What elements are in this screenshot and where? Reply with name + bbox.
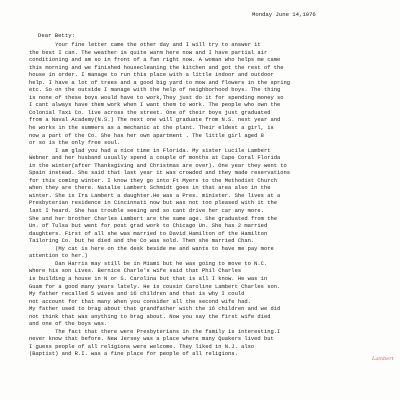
letter-line: I cant always have them work when I want them to work. The people who own the	[29, 101, 281, 109]
letter-line: the best I can. The weather is quite warm here now and I have partial air	[29, 48, 268, 56]
letter-line: conditioning and am so in front of a fan right now. A woman who helps me came	[29, 56, 281, 64]
letter-line: he works in the summers as a mechanic at the plant. Their eldest a girl, is	[29, 124, 274, 132]
letter-line: now a part of the Co. She has her own apartment . The little girl aged 8	[29, 131, 264, 139]
letter-line: etc. So on the outside I manage with the help of neighborhood boys. The thing	[29, 86, 281, 94]
letter-line: when they are there. Natalie Lambert Schmidt goes in that area also in the	[29, 184, 271, 192]
letter-date: Monday June 14,1976	[252, 11, 316, 18]
letter-line: house in order. I manage to run this place with a little indoor and outdoor	[29, 71, 274, 79]
letter-line: and one of the boys was.	[29, 320, 108, 328]
letter-line: Tailoring Co. but he died and the Co was sold. Then she married Chan.	[29, 237, 255, 245]
letter-line: My father recalled 5 wives and 16 children and that is why I could	[29, 290, 245, 298]
letter-line: She and her brother Charles Lambert are the same age. She graduated from the	[29, 214, 277, 222]
letter-salutation: Dear Betty:	[38, 32, 75, 39]
letter-line: or so is the only free soul.	[29, 139, 121, 147]
letter-line: Dan Harris may still be in Miami but he was going to move to N.C.	[29, 259, 268, 267]
letter-line: (Baptist) and R.I. was a fine place for people of all religions.	[29, 350, 238, 358]
letter-line: Presbyterian residence in Cincinnati now but was not too pleased with it the	[29, 199, 277, 207]
letter-line: Un. of Tulsa but went for post grad work to Chicago Un. She has 2 married	[29, 222, 268, 230]
letter-line: Spain instead. She said that last year it was crowded and they made reservations	[29, 169, 291, 177]
letter-line: My father used to brag about that grandfather with the 16 children and we did	[29, 305, 281, 313]
letter-line: I am glad you had a nice time in Florida. My sister Lucile Lambert	[29, 146, 271, 154]
letter-line: daughters. First of all she was married to David Hamilton of the Hamilton	[29, 229, 268, 237]
letter-line: Guam for a good many years lately. He is cousin Caroline Lambert Charles son.	[29, 282, 281, 290]
letter-line: The fact that there were Presbyterians in the family is interesting.I	[29, 327, 281, 335]
letter-line: from a Naval Academy(N.S.) The next one will graduate from N.S. next year and	[29, 116, 281, 124]
letter-line: not think that was anything to brag about. Now you say the first wife died	[29, 312, 271, 320]
letter-line: Colonial Taxi Co. live across the street. One of their boys just graduated	[29, 108, 271, 116]
letter-line: in the winter(after Thanksgiving and Christmas are over). One year they went to	[29, 161, 287, 169]
letter-line: help. I have a lot of trees and a good big yard to mow and flowers in the spring	[29, 78, 291, 86]
letter-line: I guess people of all religions were welcome. They liked in N.J. also	[29, 342, 255, 350]
letter-line: where his son Lives. Bernice Charle's wife said that Phil Charles	[29, 267, 242, 275]
letter-line: Webner and her husband usually spend a couple of months at Cape Coral Florida	[29, 154, 281, 162]
letter-line: Your fine letter came the other day and I will try to answer it	[29, 41, 261, 48]
letter-line: for this coming winter. I know they go into Ft Myers to the Methodist Church	[29, 176, 277, 184]
letter-body	[29, 41, 395, 358]
letter-line: never know that before. New Jersey was a place where many Quakers lived but	[29, 335, 274, 343]
letter-line: this morning and we finished housecleaning the kitchen and got the rest of the	[29, 63, 284, 71]
letter-line: is building a house in N or S. Carolina but that is all I know. He was in	[29, 274, 268, 282]
letter-line: (My cat is here on the desk beside me and wants to have me pay more	[29, 244, 274, 252]
letter-line: winter. She is Ira Lambert a daughter.He was a Pres. minister. She lives at a	[29, 191, 281, 199]
letter-line: not account for that many when you consider all the second wife had.	[29, 297, 251, 305]
letter-line: last I heard. She has trouble seeing and so cant drive her car any more.	[29, 207, 264, 215]
handwritten-margin-note: Lambert	[372, 356, 394, 362]
letter-line: attention to her.)	[29, 252, 88, 260]
letter-line: is none of these boys would have to work,They just do it for spending money so	[29, 93, 284, 101]
